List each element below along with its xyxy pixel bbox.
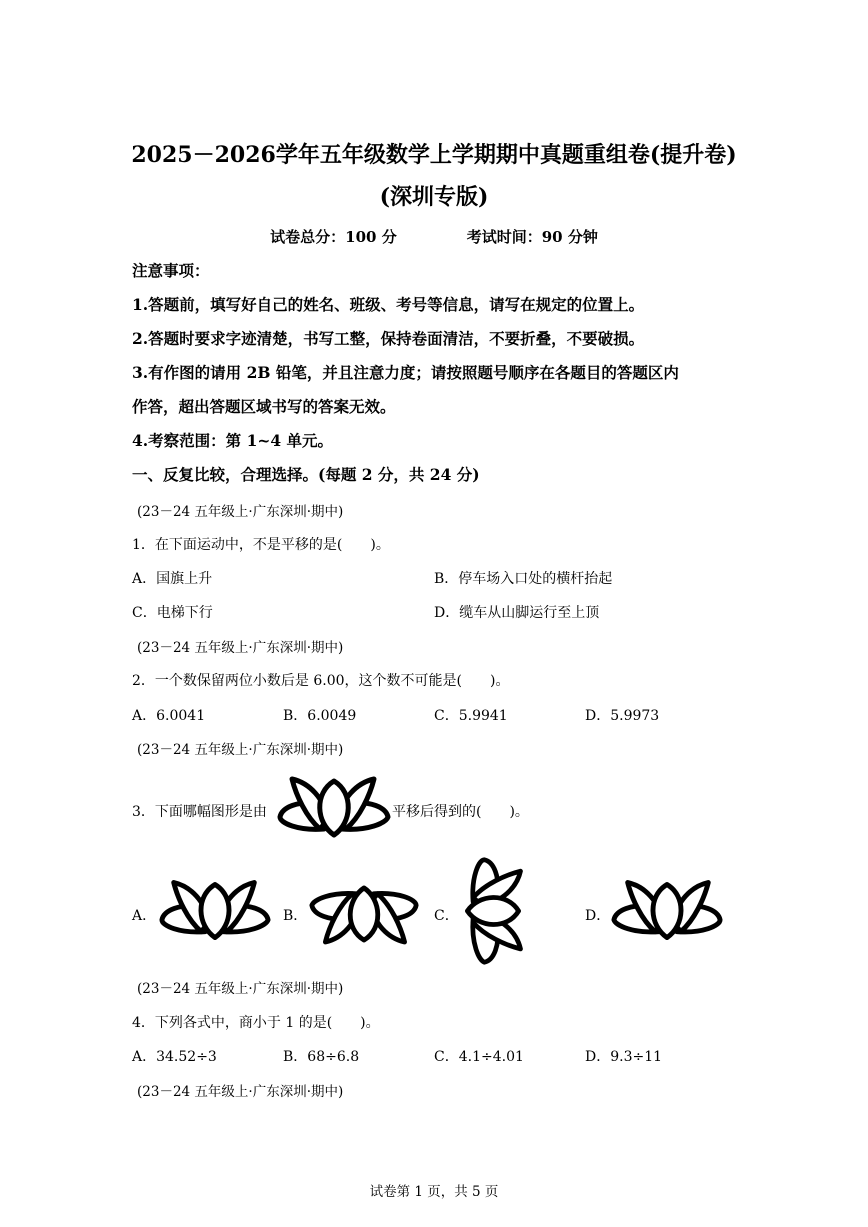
- notes-heading: 注意事项：: [132, 261, 210, 280]
- source-tag: (23－24 五年级上·广东深圳·期中): [137, 742, 344, 758]
- q2-option-a[interactable]: A．6.0041: [132, 708, 206, 724]
- exam-title: 2025－2026学年五年级数学上学期期中真题重组卷(提升卷): [131, 142, 737, 168]
- note-item-3: 3.有作图的请用 2B 铅笔，并且注意力度；请按照题号顺序在各题目的答题区内: [132, 363, 679, 382]
- note-item-1: 1.答题前，填写好自己的姓名、班级、考号等信息，请写在规定的位置上。: [132, 295, 645, 314]
- source-tag: (23－24 五年级上·广东深圳·期中): [137, 504, 344, 520]
- page-footer: 试卷第 1 页，共 5 页: [369, 1184, 499, 1200]
- q1-option-c[interactable]: C．电梯下行: [132, 605, 213, 621]
- flower-option-d-image[interactable]: [610, 876, 724, 946]
- q1-option-a[interactable]: A．国旗上升: [132, 571, 213, 587]
- exam-time: 考试时间：90 分钟: [466, 228, 598, 246]
- q1-option-d[interactable]: D．缆车从山脚运行至上顶: [434, 605, 600, 621]
- q3-option-b-label[interactable]: B．: [283, 908, 308, 924]
- q3-option-d-label[interactable]: D．: [585, 908, 611, 924]
- exam-meta: [0, 226, 868, 247]
- question-2-stem: 2．一个数保留两位小数后是 6.00，这个数不可能是( )。: [132, 673, 510, 689]
- source-tag: (23－24 五年级上·广东深圳·期中): [137, 1084, 344, 1100]
- flower-option-a-image[interactable]: [158, 876, 272, 946]
- note-item-3-cont: 作答，超出答题区域书写的答案无效。: [132, 397, 396, 416]
- q3-option-c-label[interactable]: C．: [434, 908, 459, 924]
- q4-option-c[interactable]: C．4.1÷4.01: [434, 1049, 524, 1065]
- q3-option-a-label[interactable]: A．: [132, 908, 157, 924]
- q4-option-d[interactable]: D．9.3÷11: [585, 1049, 663, 1065]
- note-item-2: 2.答题时要求字迹清楚，书写工整，保持卷面清洁，不要折叠，不要破损。: [132, 329, 645, 348]
- q2-option-b[interactable]: B．6.0049: [283, 708, 357, 724]
- flower-option-b-image[interactable]: [308, 880, 420, 948]
- source-tag: (23－24 五年级上·广东深圳·期中): [137, 981, 344, 997]
- flower-option-c-image[interactable]: [452, 856, 534, 966]
- q2-option-c[interactable]: C．5.9941: [434, 708, 508, 724]
- question-3-stem-after: 平移后得到的( )。: [392, 804, 529, 820]
- question-4-stem: 4．下列各式中，商小于 1 的是( )。: [132, 1015, 380, 1031]
- exam-subtitle: (深圳专版): [379, 184, 489, 210]
- q2-option-d[interactable]: D．5.9973: [585, 708, 660, 724]
- question-1-stem: 1．在下面运动中，不是平移的是( )。: [132, 537, 390, 553]
- total-score: 试卷总分：100 分: [270, 228, 397, 246]
- question-3-stem-before: 3．下面哪幅图形是由: [132, 804, 267, 820]
- q1-option-b[interactable]: B．停车场入口处的横杆抬起: [434, 571, 613, 587]
- flower-reference-image: [276, 773, 392, 843]
- note-item-4: 4.考察范围：第 1~4 单元。: [132, 431, 334, 450]
- q4-option-b[interactable]: B．68÷6.8: [283, 1049, 360, 1065]
- section-heading: 一、反复比较，合理选择。(每题 2 分，共 24 分): [132, 465, 480, 484]
- q4-option-a[interactable]: A．34.52÷3: [132, 1049, 217, 1065]
- source-tag: (23－24 五年级上·广东深圳·期中): [137, 640, 344, 656]
